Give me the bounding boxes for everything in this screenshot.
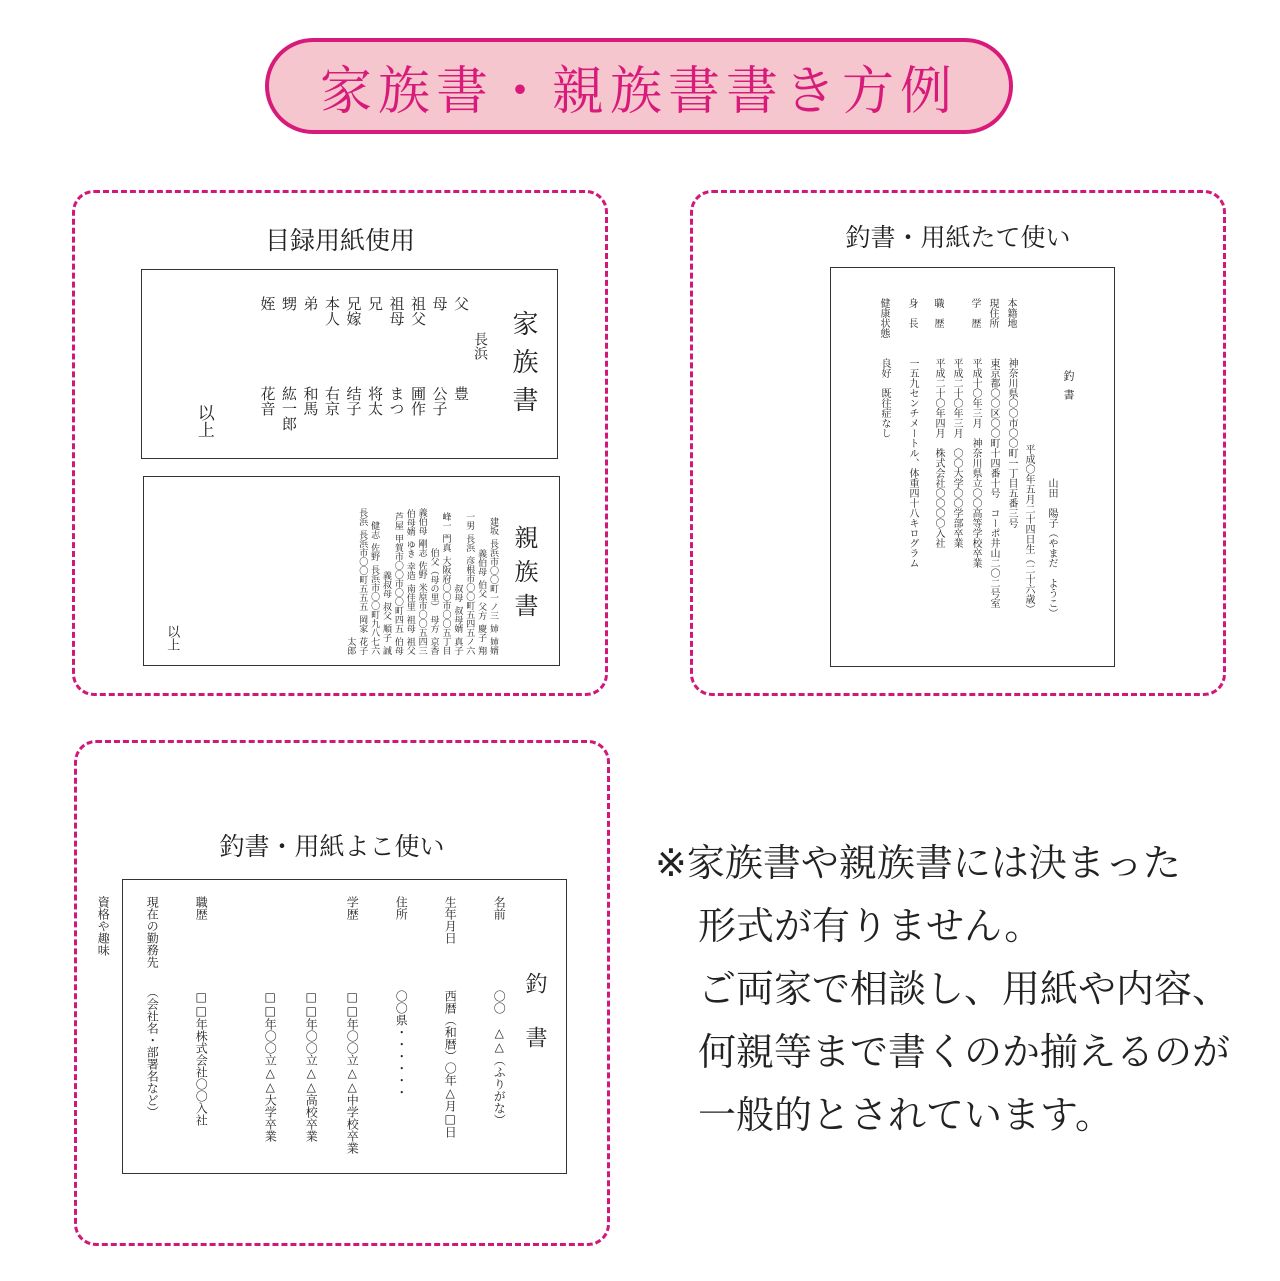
shinzoku-entry: 叔母婿	[452, 606, 463, 633]
tate-row	[907, 298, 917, 608]
shinzoku-entry: 峰一	[440, 512, 451, 530]
kazoku-names	[259, 386, 469, 431]
yoko-row-key: 名前	[492, 896, 507, 920]
shinzoku-entry: 長浜市〇〇町五五五	[357, 530, 368, 611]
shinzoku-sho-paper	[143, 476, 560, 666]
shinzoku-entry: 長浜市〇〇町九八七六	[369, 565, 380, 655]
family-name: 右京	[323, 386, 341, 416]
card-yoko	[74, 740, 610, 1246]
shinzoku-entry: 健志	[369, 521, 380, 539]
tate-row-value: 良好 既往症なし	[879, 358, 890, 438]
shinzoku-entry: ゆき	[404, 540, 415, 558]
family-name: まつ	[387, 386, 406, 416]
tate-row	[970, 298, 980, 608]
tate-row-key: 職 歴	[932, 298, 943, 328]
tate-rows	[879, 298, 1016, 608]
shinzoku-entry: 伯母	[392, 637, 403, 655]
relation: 甥	[280, 296, 298, 311]
shinzoku-entry: 一男	[464, 512, 475, 530]
shinzoku-entry: 真子	[452, 637, 463, 655]
shinzoku-entry: 叔母	[452, 584, 463, 602]
yoko-row	[145, 896, 161, 1156]
family-name: 将太	[366, 386, 384, 416]
note-line: 一般的とされています。	[698, 1093, 1113, 1137]
shinzoku-entry: 南佳里	[404, 584, 415, 611]
shinzoku-entry: 佐野	[369, 543, 380, 561]
yoko-paper	[96, 879, 567, 1174]
shinzoku-entry: 順子	[380, 624, 391, 642]
note-line: 何親等まで書くのか揃えるのが	[698, 1030, 1231, 1074]
shinzoku-entry: 京香	[428, 637, 439, 655]
note-text: 家族書や親族書には決まった	[686, 841, 1181, 885]
yoko-row-key: 学歴	[345, 896, 360, 920]
shinzoku-entry: 義伯母	[476, 549, 487, 576]
shinzoku-entry: 剛志	[416, 539, 427, 557]
tate-row	[879, 298, 889, 608]
shinzoku-entry: 慶子	[476, 624, 487, 642]
kazoku-sho-paper	[141, 269, 558, 459]
yoko-row-key: 資格や趣味	[96, 896, 111, 956]
yoko-row-key: 住所	[394, 896, 409, 920]
shinzoku-entry: 岡家	[357, 615, 368, 633]
relation: 母	[430, 296, 449, 311]
tate-row	[1006, 298, 1016, 608]
yoko-row	[194, 896, 210, 1156]
card-mokuroku	[72, 190, 608, 696]
yoko-row-value: 〇〇県・・・・・・	[394, 990, 409, 1098]
shinzoku-entry: 甲賀市〇〇市〇〇町四五	[392, 534, 403, 633]
card-label-tate: 釣書・用紙たて使い	[845, 223, 1071, 252]
shinzoku-entry: 伯父	[476, 580, 487, 598]
card-label-yoko: 釣書・用紙よこ使い	[219, 832, 445, 861]
tate-row-value: 平成二十〇年三月 〇〇大学〇〇学部卒業	[951, 358, 962, 548]
family-name: 圃作	[409, 386, 427, 416]
shinzoku-entry: 建坂	[488, 517, 498, 535]
kazoku-surname: 長浜	[472, 332, 488, 360]
relation: 父	[452, 296, 470, 311]
tate-row	[933, 298, 943, 608]
relation: 兄	[366, 296, 384, 311]
shinzoku-entry: 伯母婿	[404, 509, 415, 536]
card-tate	[690, 190, 1226, 696]
tate-row-key: 健康状態	[878, 298, 889, 338]
shinzoku-entry: 叔父	[380, 602, 391, 620]
yoko-row	[304, 896, 320, 1156]
shinzoku-entries	[202, 505, 497, 655]
shinzoku-sho-heading: 親族書	[510, 525, 538, 627]
shinzoku-entry: 花子	[357, 637, 368, 655]
family-name: 豊	[452, 386, 470, 401]
shinzoku-entry: 姉	[488, 624, 498, 633]
tate-row-key	[950, 298, 962, 358]
relation: 弟	[301, 296, 320, 311]
yoko-row-value: （会社名・部署名など）	[145, 986, 160, 1118]
relation: 姪	[258, 296, 277, 311]
family-name: 紘一郎	[280, 386, 298, 431]
yoko-row-key: 生年月日	[443, 896, 458, 944]
tate-row-key: 本籍地	[1005, 298, 1016, 328]
shinzoku-entry: 母方	[428, 615, 439, 633]
relation: 祖父	[409, 296, 427, 326]
yoko-row-value: □□年〇〇立△△高校卒業	[304, 990, 319, 1142]
tate-row-value: 平成十〇年三月 神奈川県立〇〇高等学校卒業	[970, 358, 981, 568]
yoko-row-key: 現在の勤務先	[145, 896, 160, 968]
shinzoku-entry: 翔	[476, 646, 487, 655]
note-line: 形式が有りません。	[698, 904, 1043, 948]
yoko-row-value: 〇〇 △△（ふりがな）	[492, 990, 507, 1126]
tate-row	[988, 298, 998, 608]
tate-date: 平成〇年五月二十四日生（二十六歳）	[1023, 444, 1034, 614]
shinzoku-entry: 彦根市〇〇町五四五ノ六	[464, 556, 475, 655]
shinzoku-entry: 大阪府〇〇市〇〇五丁目	[440, 556, 451, 655]
yoko-row-key: 職歴	[194, 896, 209, 920]
shinzoku-entry: 米原市〇〇五四三	[416, 583, 427, 655]
shinzoku-entry: 太郎	[345, 637, 356, 655]
relation: 祖母	[387, 296, 406, 326]
shinzoku-entry: 祖父	[404, 637, 415, 655]
shinzoku-entry: 芦屋	[392, 512, 403, 530]
yoko-heading-2: 書	[522, 1026, 547, 1048]
relation: 兄嫁	[344, 296, 363, 326]
shinzoku-entry: 佐野	[416, 561, 427, 579]
tate-heading: 釣書	[1062, 370, 1075, 408]
shinzoku-closing: 以上	[164, 625, 180, 651]
card-label-mokuroku: 目録用紙使用	[264, 226, 415, 255]
shinzoku-entry: 長浜	[464, 534, 475, 552]
shinzoku-entry: 幸造	[404, 562, 415, 580]
tate-row-key: 身 長	[906, 298, 917, 328]
shinzoku-entry: 姉婿	[488, 637, 498, 655]
note-block	[655, 832, 1230, 1147]
tate-row-value: 平成二十〇年四月 株式会社〇〇〇〇入社	[933, 358, 944, 548]
shinzoku-entry: 誠	[380, 646, 391, 655]
shinzoku-entry: 長浜市〇〇町一ノ三	[488, 539, 498, 620]
tate-row	[951, 298, 962, 608]
yoko-row-value: 西暦（和暦）〇年△月□日	[443, 990, 458, 1138]
tate-name: 山田 陽子（やまだ ようこ）	[1046, 478, 1057, 618]
family-name: 和馬	[301, 386, 320, 416]
shinzoku-entry: 義伯母	[416, 508, 427, 535]
yoko-row-value: □□年〇〇立△△大学卒業	[263, 990, 278, 1142]
tate-paper	[830, 267, 1115, 667]
note-line: ご両家で相談し、用紙や内容、	[698, 967, 1231, 1011]
tate-row-value: 一五九センチメートル、体重四十八キログラム	[907, 358, 918, 568]
relation: 本人	[323, 296, 341, 326]
shinzoku-entry: 祖母	[404, 615, 415, 633]
kazoku-closing: 以上	[193, 404, 214, 438]
page-title: 家族書・親族書書き方例	[319, 61, 958, 122]
yoko-row	[492, 896, 508, 1156]
yoko-heading-1: 釣	[522, 972, 547, 994]
shinzoku-entry: 伯父（母の里）	[428, 548, 439, 611]
yoko-row	[263, 896, 279, 1156]
kazoku-relations	[259, 296, 469, 326]
tate-row-key: 現住所	[987, 298, 998, 328]
yoko-rows	[96, 896, 508, 1156]
note-line	[655, 832, 1230, 895]
family-name: 公子	[430, 386, 449, 416]
shinzoku-entry: 義叔母	[380, 571, 391, 598]
yoko-row	[443, 896, 459, 1156]
yoko-row	[345, 896, 361, 1156]
family-name: 结子	[344, 386, 363, 416]
tate-row-value: 神奈川県〇〇市〇〇町一丁目五番三号	[1006, 358, 1017, 528]
shinzoku-entry: 父方	[476, 602, 487, 620]
yoko-row-value: □□年株式会社〇〇入社	[194, 990, 209, 1126]
kazoku-sho-heading: 家族書	[508, 310, 538, 424]
yoko-row	[394, 896, 410, 1156]
yoko-row	[96, 896, 112, 1156]
yoko-row-value: □□年〇〇立△△中学校卒業	[345, 990, 360, 1154]
shinzoku-entry: 門真	[440, 534, 451, 552]
shinzoku-entry: 長浜	[357, 508, 368, 526]
page-title-banner	[265, 38, 1013, 134]
tate-row-value: 東京都〇〇区〇〇町十四番十号 コーポ井山二〇二号室	[988, 358, 999, 608]
tate-row-key: 学 歴	[969, 298, 980, 328]
reference-mark: ※	[655, 841, 687, 885]
family-name: 花音	[258, 386, 277, 416]
